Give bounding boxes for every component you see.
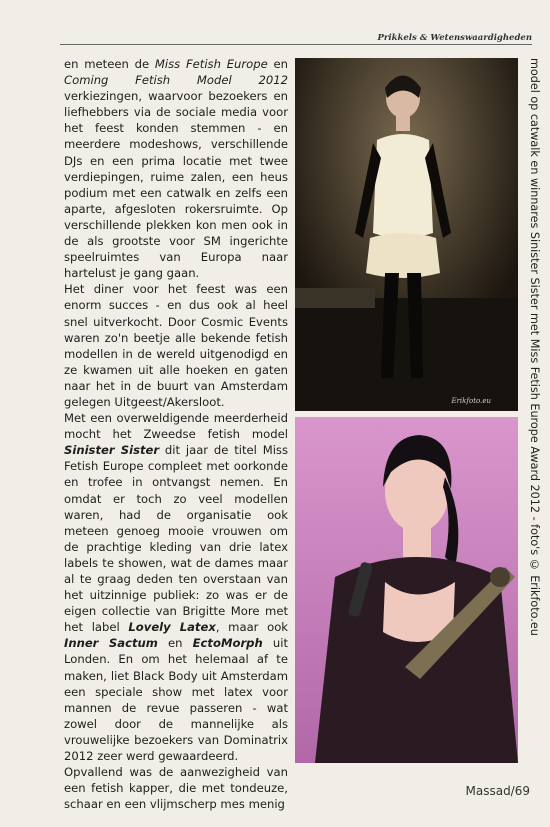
page-number: Massad/69 [465,784,530,798]
section-header: Prikkels & Wetenswaardigheden [377,33,532,43]
catwalk-model-photo [295,58,518,411]
article-column [64,56,288,812]
article-paragraph-1: en meteen de Miss Fetish Europe en Coming Fetish Model 2012 verkiezingen, waarvoor bezoekers en liefhebbers via de sociale media voor het feest konden stemmen - en meerdere modeshows, verschillende DJs en een prima locatie met twee verdiepingen, ruime zalen, een heus podium met een catwalk en zelfs een aparte, afgesloten rokersruimte. Op verschillende plekken kon men ook in de als grootste voor SM ingerichte speelruimtes van Europa naar hartelust je gang gaan. [64,57,288,281]
header-rule [60,44,532,45]
article-paragraph-4: Opvallend was de aanwezigheid van een fetish kapper, die met tondeuze, schaar en een vlijmscherp mes menig [64,765,288,812]
photo-caption: model op catwalk en winnares Sinister Sister met Miss Fetish Europe Award 2012 - foto's © Erikfoto.eu [528,58,541,636]
photo-watermark: Erikfoto.eu [451,397,491,405]
article-paragraph-2: Het diner voor het feest was een enorm succes - en dus ook al heel snel uitverkocht. Door Cosmic Events waren zo'n beetje alle bekende fetish modellen in de wereld uitgenodigd en ze kwamen uit alle hoeken en gaten naar het in de buurt van Amsterdam gelegen Uitgeest/Akersloot. [64,282,288,409]
sinister-sister-photo [295,417,518,763]
article-paragraph-3: Met een overweldigende meerderheid mocht het Zweedse fetish model Sinister Sister dit jaar de titel Miss Fetish Europe compleet met oorkonde en trofee in ontvangst nemen. En omdat er toch zo veel modellen waren, had de organisatie ook meteen genoeg mooie vrouwen om de prachtige kleding van drie latex labels te showen, wat de dames maar al te graag deden ten overstaan van het uitzinnige publiek: zo was er de eigen collectie van Brigitte More met het label Lovely Latex, maar ook Inner Sactum en EctoMorph uit Londen. En om het helemaal af te maken, liet Black Body uit Amsterdam een speciale show met latex voor mannen de revue passeren - wat zowel door de mannelijke als vrouwelijke bezoekers van Dominatrix 2012 zeer werd gewaardeerd. [64,411,289,764]
